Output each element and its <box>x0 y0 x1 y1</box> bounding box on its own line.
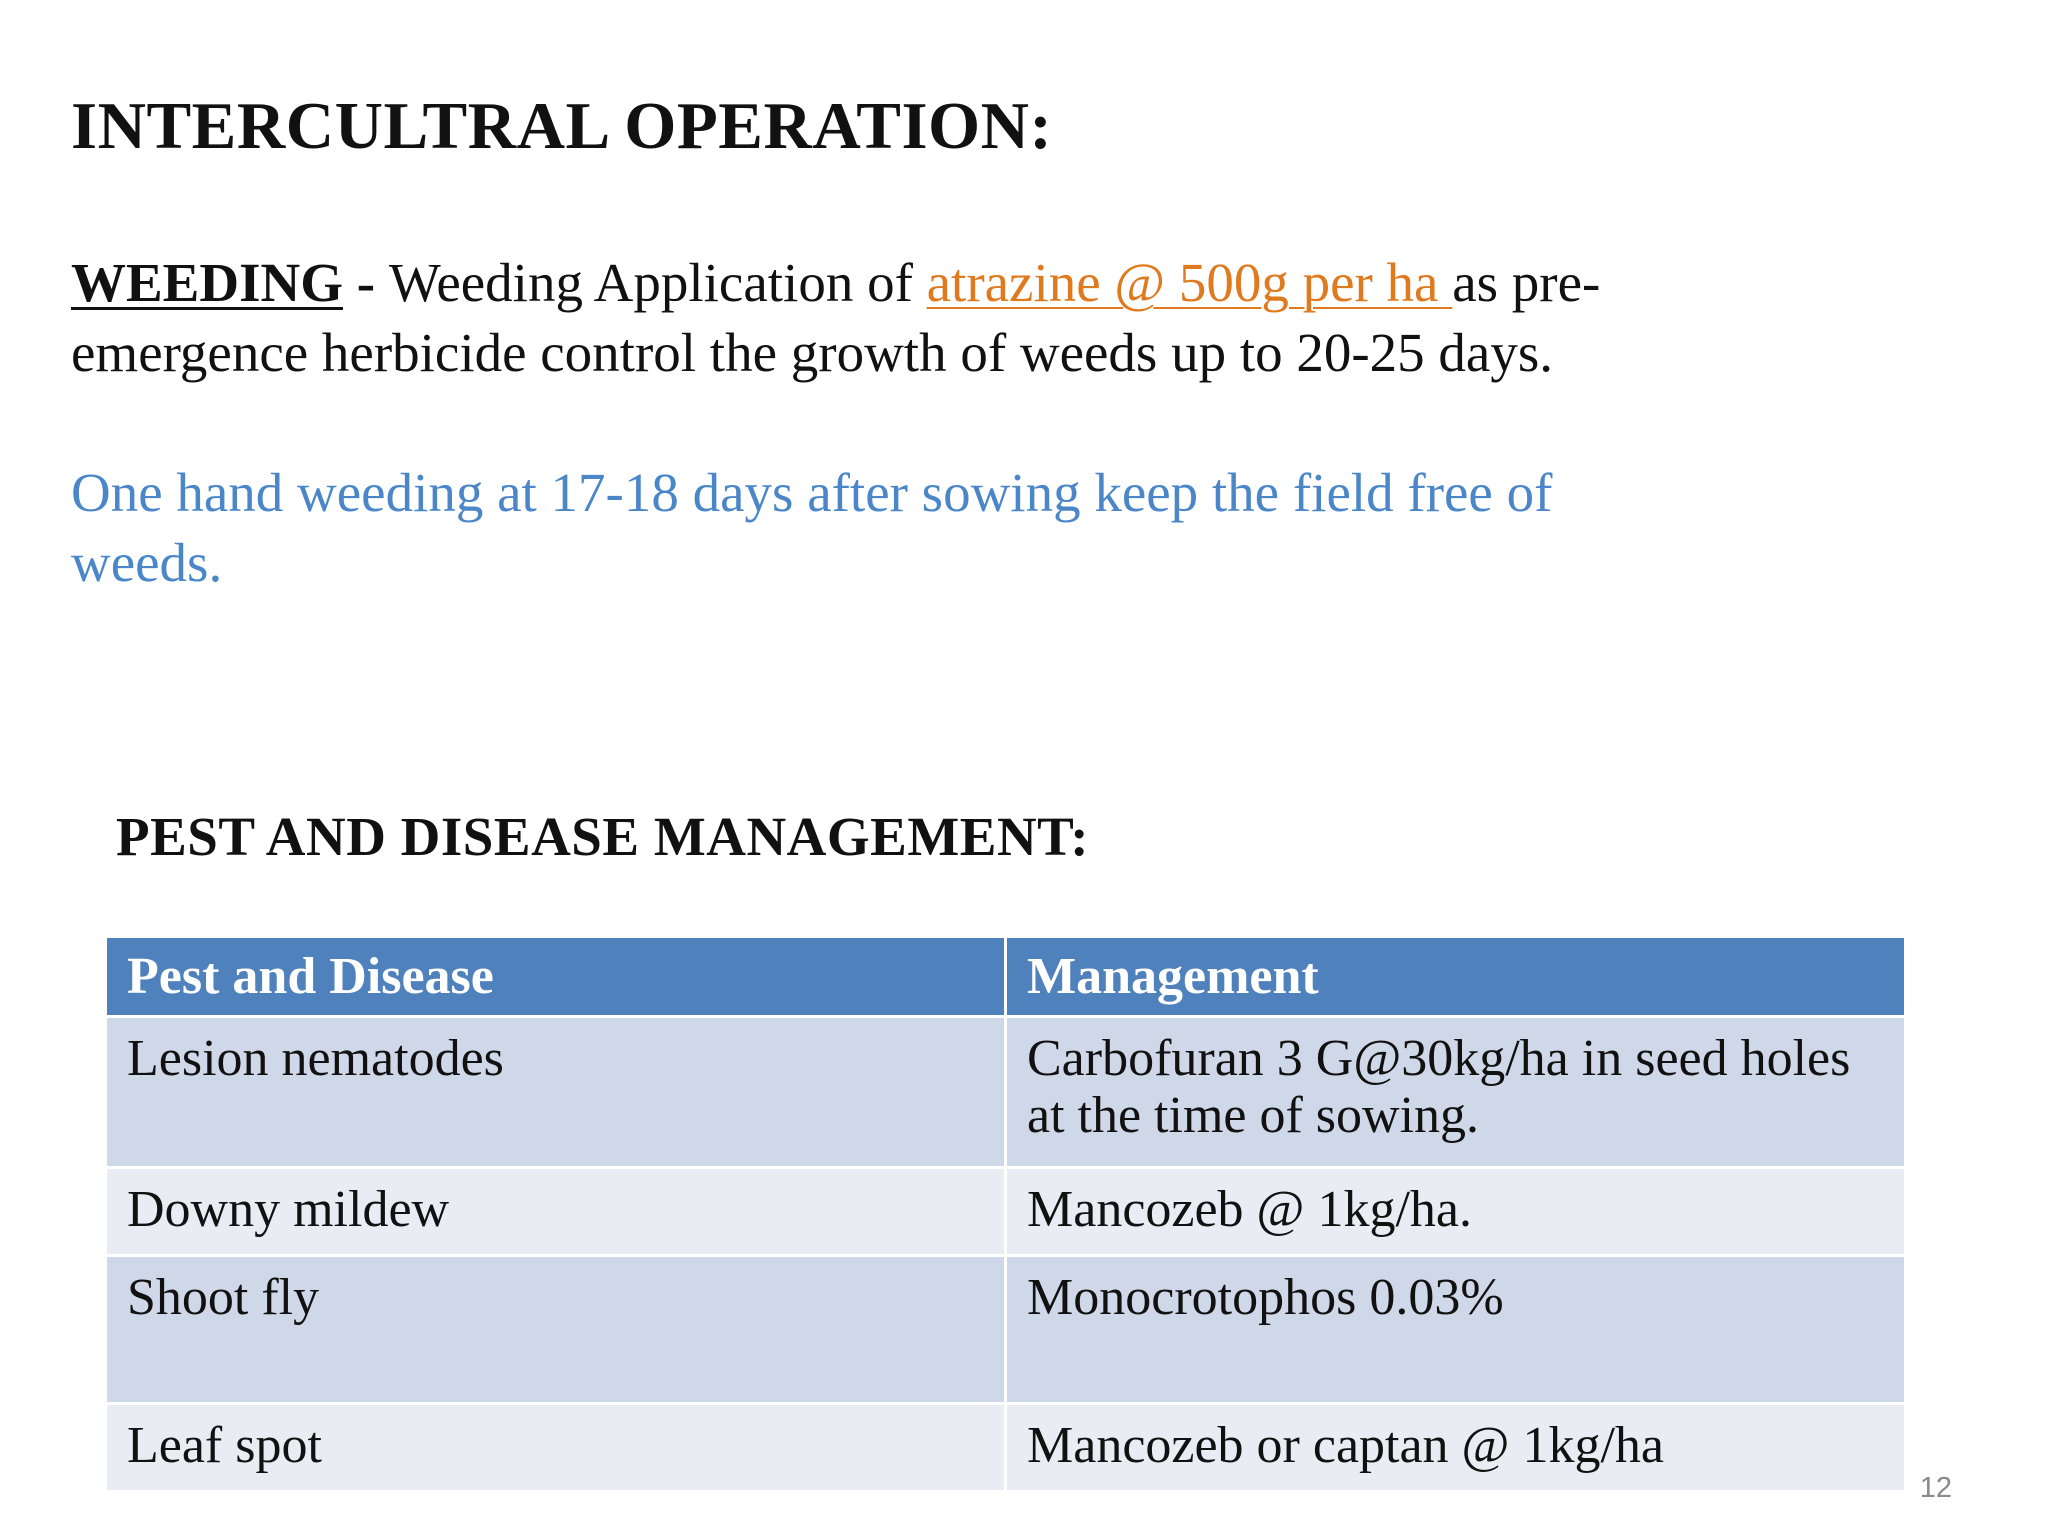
slide-number: 12 <box>1919 1472 1952 1504</box>
pest-cell: Downy mildew <box>106 1168 1006 1256</box>
management-cell: Mancozeb @ 1kg/ha. <box>1006 1168 1906 1256</box>
hand-weeding-note: One hand weeding at 17-18 days after sowing keep the field free of weeds. <box>71 462 1553 593</box>
pest-management-table <box>104 935 1907 1493</box>
atrazine-link[interactable]: atrazine @ 500g per ha <box>926 252 1453 313</box>
management-cell: Carbofuran 3 G@30kg/ha in seed holes at the time of sowing. <box>1006 1017 1906 1168</box>
header-management: Management <box>1006 937 1906 1017</box>
management-cell: Monocrotophos 0.03% <box>1006 1256 1906 1404</box>
weeding-paragraph <box>71 248 1771 388</box>
table-row <box>106 1017 1906 1168</box>
header-pest-and-disease: Pest and Disease <box>106 937 1006 1017</box>
table-header-row <box>106 937 1906 1017</box>
weeding-text-before: Weeding Application of <box>388 252 927 313</box>
slide-title: INTERCULTRAL OPERATION: <box>71 89 1053 163</box>
table-row <box>106 1168 1906 1256</box>
pest-cell: Leaf spot <box>106 1404 1006 1492</box>
pest-cell: Shoot fly <box>106 1256 1006 1404</box>
table-row <box>106 1256 1906 1404</box>
weeding-label: WEEDING <box>71 252 343 313</box>
weeding-text-after: as pre-emergence herbicide control the growth of weeds up to 20-25 days. <box>71 252 1601 383</box>
section-title: PEST AND DISEASE MANAGEMENT: <box>116 806 1090 867</box>
management-cell: Mancozeb or captan @ 1kg/ha <box>1006 1404 1906 1492</box>
pest-cell: Lesion nematodes <box>106 1017 1006 1168</box>
table-row <box>106 1404 1906 1492</box>
weeding-separator: - <box>343 252 389 313</box>
